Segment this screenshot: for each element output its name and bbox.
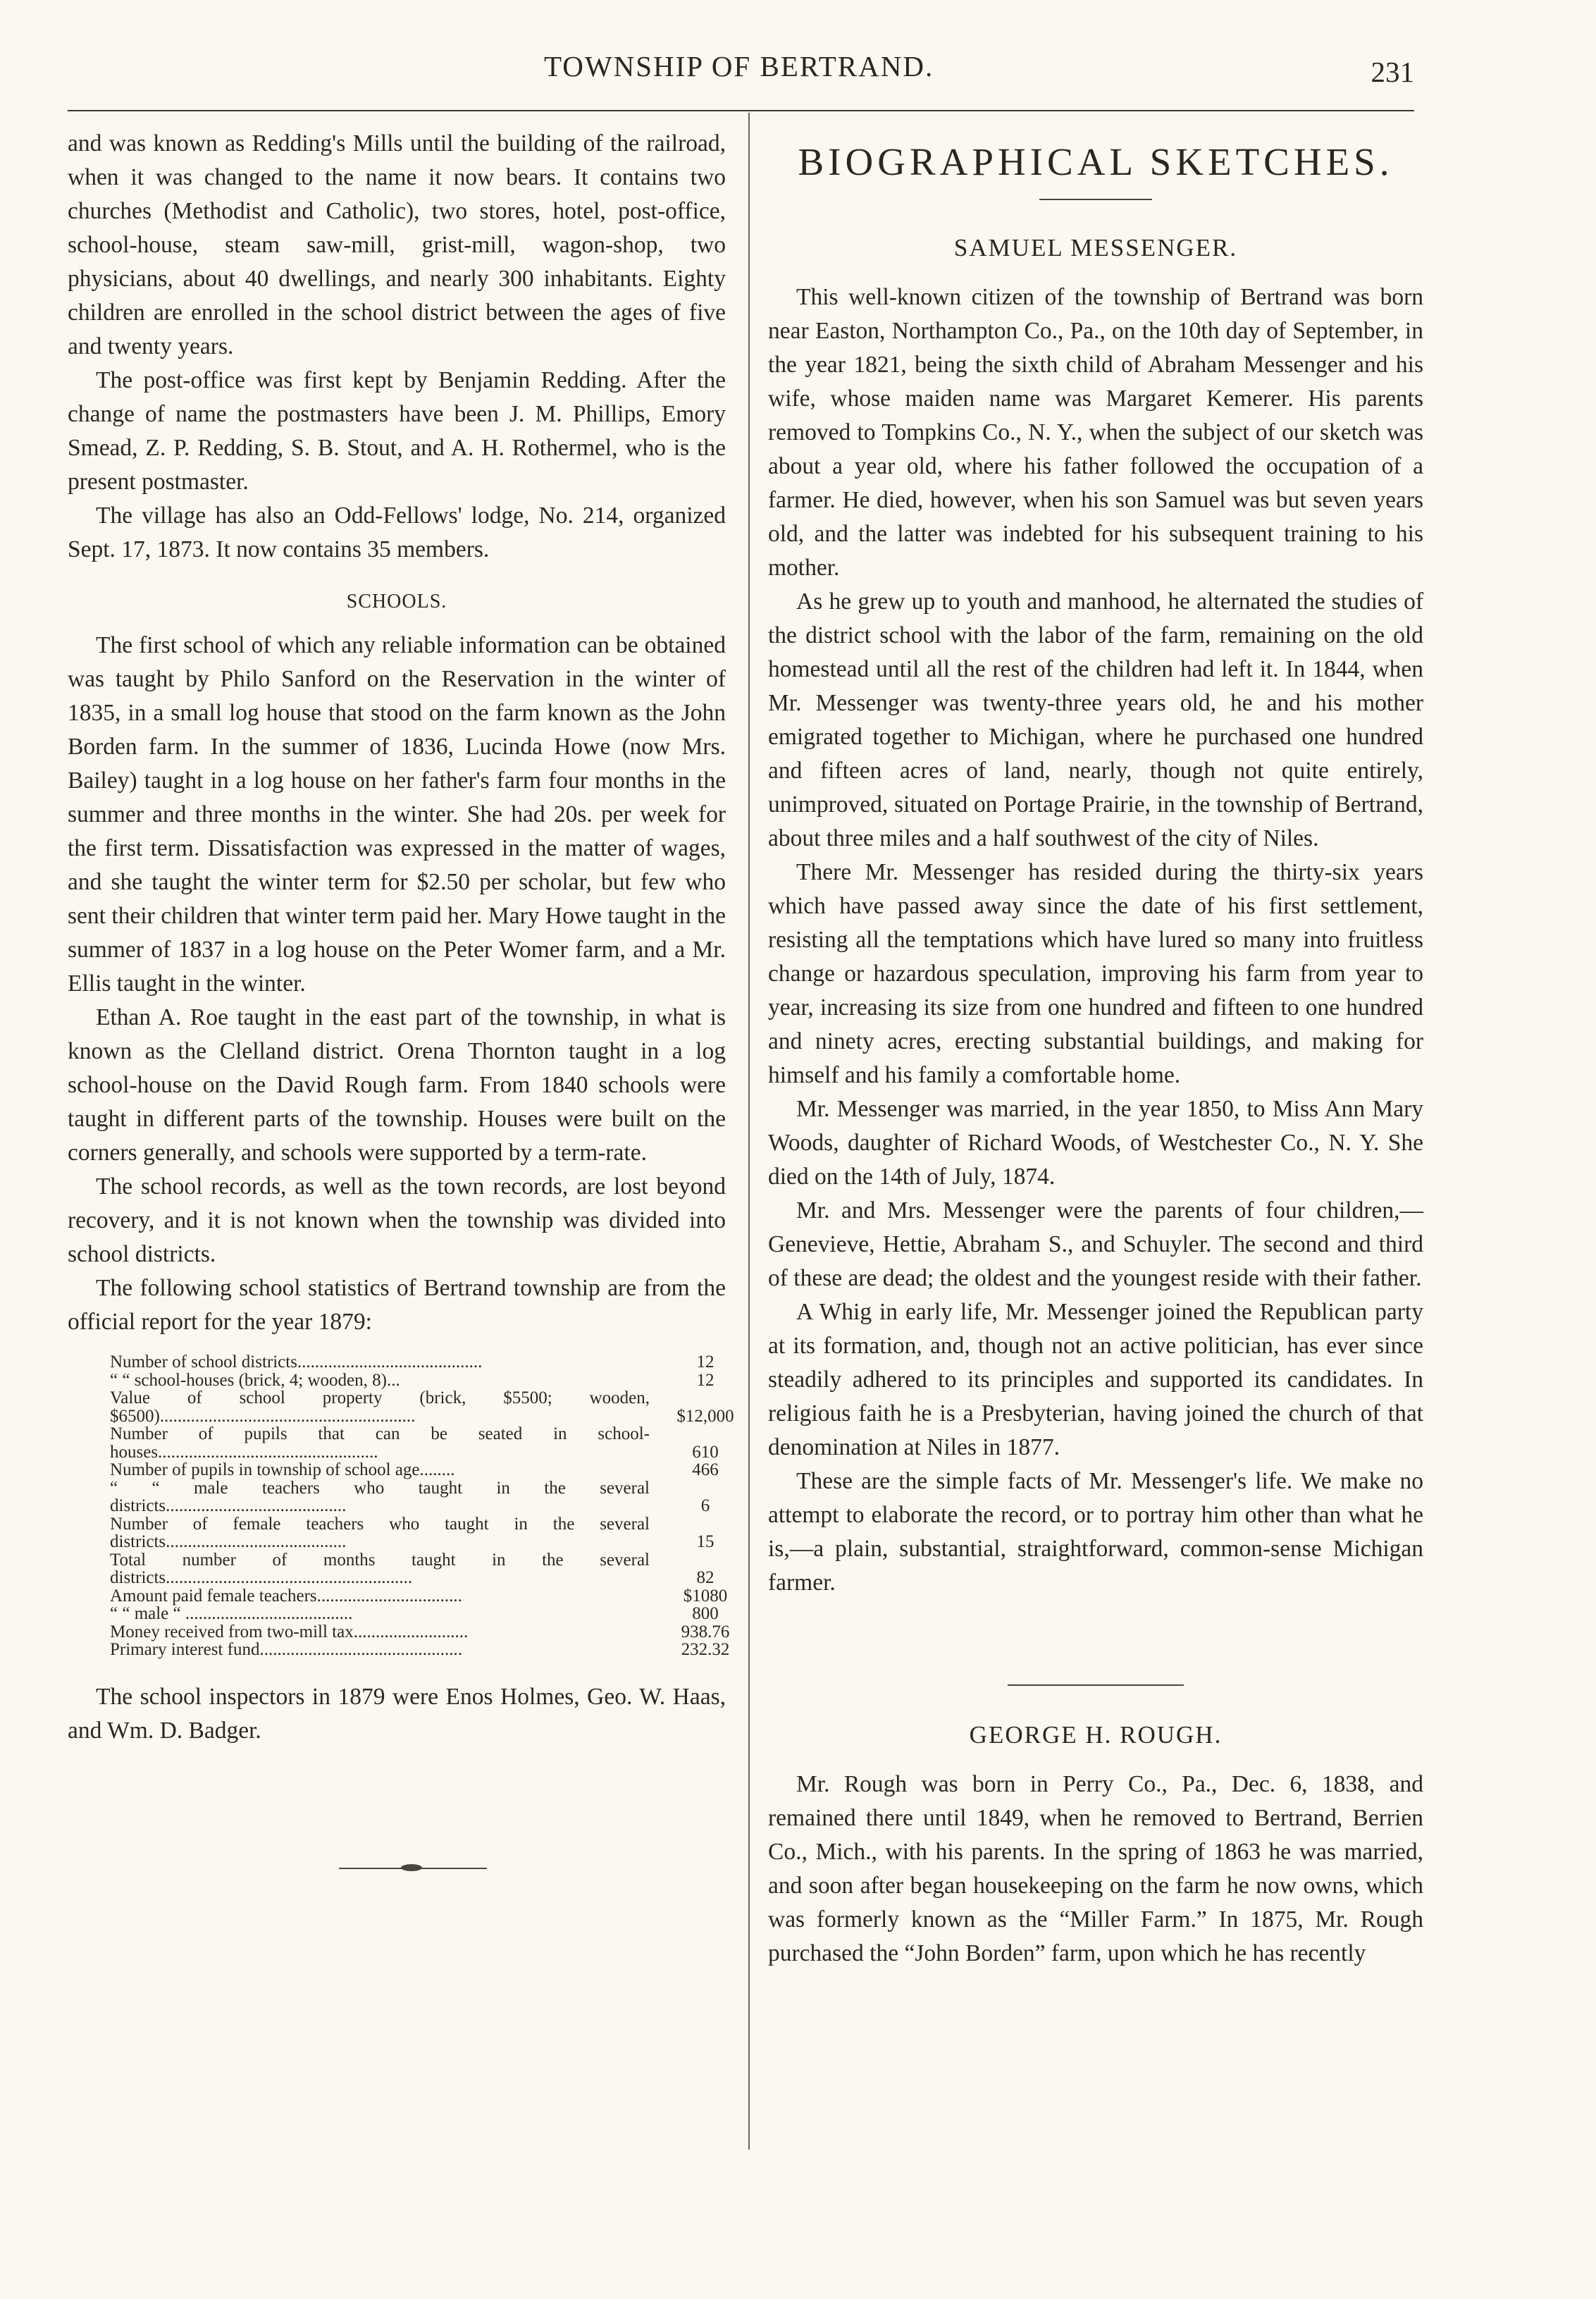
stat-value: 82	[696, 1568, 715, 1587]
paragraph: The school records, as well as the town records, are lost beyond recovery, and it is not known when the township was divided into school districts.	[68, 1173, 726, 1267]
stat-row	[110, 1389, 751, 1425]
paragraph: Mr. and Mrs. Messenger were the parents of four children,—Genevieve, Hettie, Abraham S., and Schuyler. The second and third of these are dead; the oldest and the youngest reside with their father.	[768, 1197, 1423, 1291]
stat-value: 12	[696, 1352, 715, 1372]
stat-value: 12	[696, 1370, 715, 1390]
stat-row	[110, 1515, 751, 1551]
paragraph: The post-office was first kept by Benjamin Redding. After the change of name the postmasters have been J. M. Phillips, Emory Smead, Z. P. Redding, S. B. Stout, and A. H. Rothermel, who is the present postmaster.	[68, 367, 726, 495]
stat-label: Number of pupils that can be seated in school-houses..................................................	[110, 1424, 650, 1462]
paragraph: The first school of which any reliable information can be obtained was taught by Philo Sanford on the Reservation in the winter of 1835, in a small log house that stood on the farm known as the John Borden farm. In the summer of 1836, Lucinda Howe (now Mrs. Bailey) taught in a log house on her father's farm four months in the summer and three months in the winter. She had 20s. per week for the first term. Dissatisfaction was expressed in the matter of wages, and she taught the winter term for $2.50 per scholar, but few who sent their children that winter term paid her. Mary Howe taught in the summer of 1837 in a log house on the Peter Womer farm, and a Mr. Ellis taught in the winter.	[68, 632, 726, 997]
stat-label: “ “ male teachers who taught in the several districts.........................................	[110, 1478, 650, 1515]
stat-row	[110, 1605, 751, 1623]
stat-label: Total number of months taught in the several districts........................................................	[110, 1550, 650, 1587]
paragraph: There Mr. Messenger has resided during the thirty-six years which have passed away since the date of his first settlement, resisting all the temptations which have lured so many into fruitless change or hazardous speculation, improving his farm from year to year, increasing its size from one hundred and fifteen to one hundred and ninety acres, erecting substantial buildings, and making for himself and his family a comfortable home.	[768, 859, 1423, 1088]
schools-heading: SCHOOLS.	[346, 591, 447, 612]
bio-name: GEORGE H. ROUGH.	[969, 1721, 1223, 1749]
paragraph: and was known as Redding's Mills until the building of the railroad, when it was changed to the name it now bears. It contains two churches (Methodist and Catholic), two stores, hotel, post-office, school-house, steam saw-mill, grist-mill, wagon-shop, two physicians, about 40 dwellings, and nearly 300 inhabitants. Eighty children are enrolled in the school district between the ages of five and twenty years.	[68, 130, 726, 359]
left-column	[68, 127, 734, 1869]
stat-row	[110, 1461, 751, 1479]
stat-row	[110, 1353, 751, 1372]
stat-row	[110, 1479, 751, 1515]
stat-label: Money received from two-mill tax..........................	[110, 1622, 469, 1641]
paragraph: The school inspectors in 1879 were Enos Holmes, Geo. W. Haas, and Wm. D. Badger.	[68, 1683, 726, 1744]
stat-label: Number of female teachers who taught in the several districts.........................................	[110, 1514, 650, 1551]
paragraph: This well-known citizen of the township of Bertrand was born near Easton, Northampton Co., Pa., on the 10th day of September, in the year 1821, being the sixth child of Abraham Messenger and his wife, whose maiden name was Margaret Kemerer. His parents removed to Tompkins Co., N. Y., when the subject of our sketch was about a year old, where his father followed the occupation of a farmer. He died, however, when his son Samuel was but seven years old, and the latter was indebted for his subsequent training to his mother.	[768, 284, 1423, 581]
stat-row	[110, 1425, 751, 1461]
title-rule	[1039, 199, 1152, 200]
section-separator	[1008, 1684, 1184, 1686]
ornament-divider	[339, 1868, 487, 1869]
stat-row	[110, 1641, 751, 1659]
paragraph: Ethan A. Roe taught in the east part of the township, in what is known as the Clelland district. Orena Thornton taught in a log school-house on the David Rough farm. From 1840 schools were taught in different parts of the township. Houses were built on the corners generally, and schools were supported by a term-rate.	[68, 1004, 726, 1166]
section-title: BIOGRAPHICAL SKETCHES.	[798, 140, 1394, 183]
page-header	[68, 42, 1414, 120]
bio-name: SAMUEL MESSENGER.	[953, 234, 1238, 261]
paragraph: A Whig in early life, Mr. Messenger joined the Republican party at its formation, and, though not an active politician, has ever since steadily adhered to its principles and supported its candidates. In religious faith he is a Presbyterian, having joined the church of that denomination at Niles in 1877.	[768, 1299, 1423, 1460]
running-title: TOWNSHIP OF BERTRAND.	[544, 50, 934, 82]
paragraph: The village has also an Odd-Fellows' lodge, No. 214, organized Sept. 17, 1873. It now contains 35 members.	[68, 503, 726, 562]
stat-value: $1080	[683, 1586, 728, 1605]
stat-label: Primary interest fund..............................................	[110, 1640, 462, 1659]
stat-label: Value of school property (brick, $5500; wooden, $6500)..........................................................	[110, 1388, 650, 1426]
paragraph: These are the simple facts of Mr. Messenger's life. We make no attempt to elaborate the record, or to portray him other than what he is,—a plain, substantial, straightforward, common-sense Michigan farmer.	[768, 1468, 1423, 1596]
paragraph: Mr. Messenger was married, in the year 1850, to Miss Ann Mary Woods, daughter of Richard Woods, of Westchester Co., N. Y. She died on the 14th of July, 1874.	[768, 1096, 1423, 1190]
stat-value: 610	[692, 1442, 719, 1462]
stat-row	[110, 1551, 751, 1587]
stat-value: 466	[692, 1460, 719, 1479]
stat-label: Number of pupils in township of school age........	[110, 1460, 455, 1479]
column-divider	[748, 113, 750, 2150]
stat-label: Number of school districts..........................................	[110, 1352, 483, 1372]
stat-value: 800	[692, 1604, 719, 1623]
stat-label: “ “ school-houses (brick, 4; wooden, 8)...	[110, 1370, 400, 1390]
page-number: 231	[1371, 56, 1414, 88]
header-rule	[68, 110, 1414, 111]
stat-value: 232.32	[681, 1640, 730, 1659]
stat-label: Amount paid female teachers.................................	[110, 1586, 462, 1605]
paragraph: As he grew up to youth and manhood, he alternated the studies of the district school with the labor of the farm, remaining on the old homestead until all the rest of the children had left it. In 1844, when Mr. Messenger was twenty-three years old, he and his mother emigrated together to Michigan, where he purchased one hundred and fifteen acres of land, nearly, though not quite entirely, unimproved, situated on Portage Prairie, in the township of Bertrand, about three miles and a half southwest of the city of Niles.	[768, 588, 1423, 851]
stat-value: $12,000	[676, 1406, 734, 1426]
stat-label: “ “ male “ ......................................	[110, 1604, 353, 1623]
right-column	[768, 127, 1423, 1971]
stat-value: 15	[696, 1532, 715, 1551]
stat-row	[110, 1623, 751, 1641]
stat-row	[110, 1372, 751, 1390]
stat-row	[110, 1587, 751, 1605]
paragraph: The following school statistics of Bertrand township are from the official report for the year 1879:	[68, 1275, 726, 1335]
paragraph: Mr. Rough was born in Perry Co., Pa., Dec. 6, 1838, and remained there until 1849, when he removed to Bertrand, Berrien Co., Mich., with his parents. In the spring of 1863 he was married, and soon after began housekeeping on the farm he now owns, which was formerly known as the “Miller Farm.” In 1875, Mr. Rough purchased the “John Borden” farm, upon which he has recently	[768, 1771, 1423, 1966]
stat-value: 6	[700, 1496, 710, 1515]
stat-value: 938.76	[681, 1622, 730, 1641]
school-statistics-table	[110, 1353, 751, 1659]
